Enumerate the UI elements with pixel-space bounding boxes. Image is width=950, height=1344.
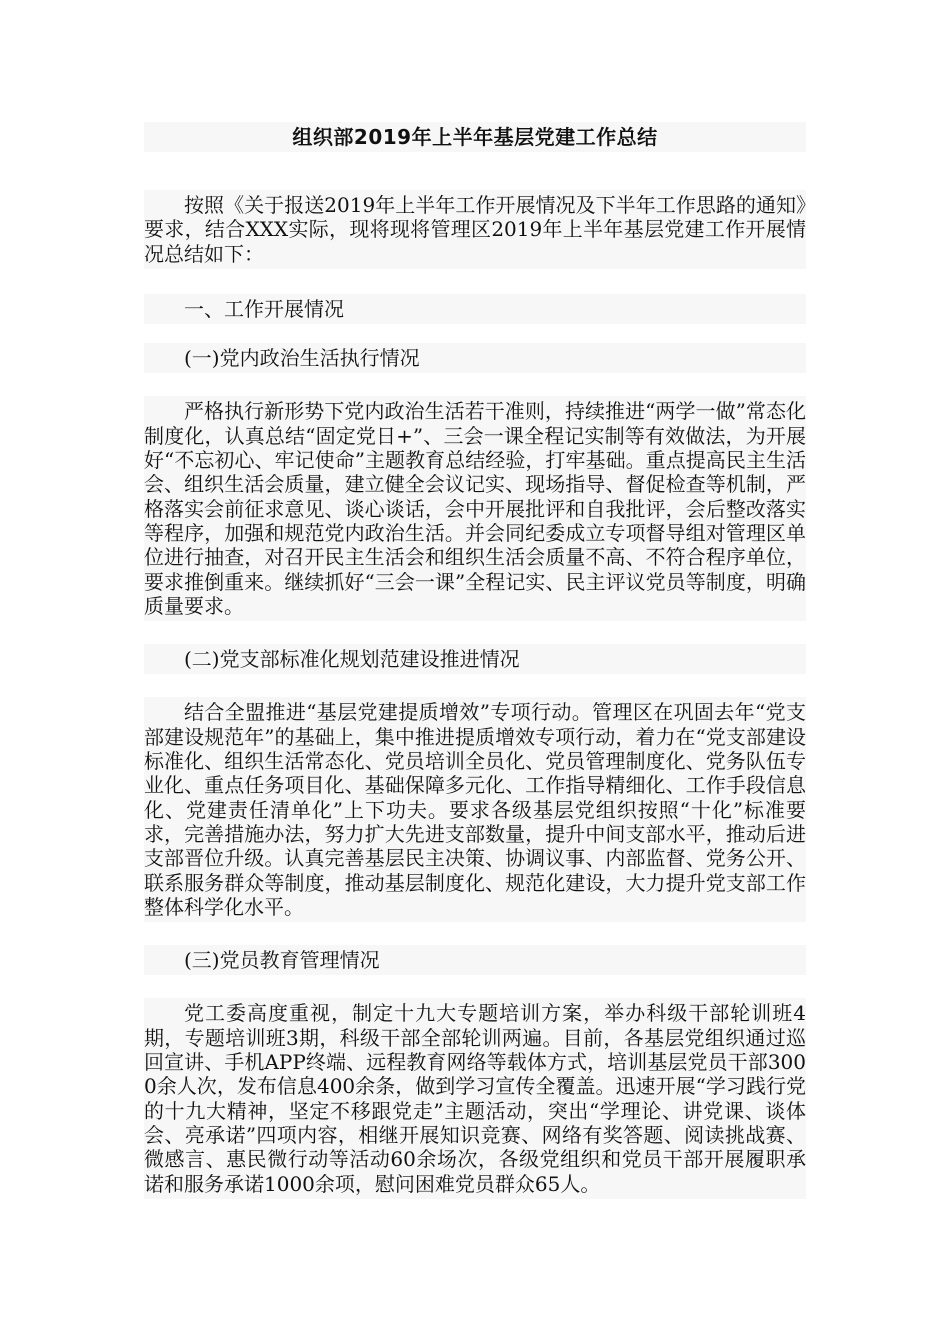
subsection-heading-2: (二)党支部标准化规划范建设推进情况 — [144, 644, 806, 674]
intro-paragraph: 按照《关于报送2019年上半年工作开展情况及下半年工作思路的通知》要求，结合XXX实际，现将现将管理区2019年上半年基层党建工作开展情况总结如下： — [144, 190, 806, 269]
body-paragraph-3: 党工委高度重视，制定十九大专题培训方案，举办科级干部轮训班4期，专题培训班3期，科级干部全部轮训两遍。目前，各基层党组织通过巡回宣讲、手机APP终端、远程教育网络等载体方式，培训基层党员干部3000余人次，发布信息400余条，做到学习宣传全覆盖。迅速开展“学习践行党的十九大精神，坚定不移跟党走”主题活动，突出“学理论、讲党课、谈体会、亮承诺”四项内容，相继开展知识竞赛、网络有奖答题、阅读挑战赛、微感言、惠民微行动等活动60余场次，各级党组织和党员干部开展履职承诺和服务承诺1000余项，慰问困难党员群众65人。 — [144, 998, 806, 1198]
subsection-heading-1: (一)党内政治生活执行情况 — [144, 343, 806, 373]
body-paragraph-1: 严格执行新形势下党内政治生活若干准则，持续推进“两学一做”常态化制度化，认真总结“固定党日+”、三会一课全程记实制等有效做法，为开展好“不忘初心、牢记使命”主题教育总结经验，打牢基础。重点提高民主生活会、组织生活会质量，建立健全会议记实、现场指导、督促检查等机制，严格落实会前征求意见、谈心谈话，会中开展批评和自我批评，会后整改落实等程序，加强和规范党内政治生活。并会同纪委成立专项督导组对管理区单位进行抽查，对召开民主生活会和组织生活会质量不高、不符合程序单位，要求推倒重来。继续抓好“三会一课”全程记实、民主评议党员等制度，明确质量要求。 — [144, 396, 806, 621]
document-page — [144, 122, 806, 1199]
subsection-heading-3: (三)党员教育管理情况 — [144, 945, 806, 975]
section-heading-1: 一、工作开展情况 — [144, 294, 806, 324]
document-title: 组织部2019年上半年基层党建工作总结 — [144, 122, 806, 152]
body-paragraph-2: 结合全盟推进“基层党建提质增效”专项行动。管理区在巩固去年“党支部建设规范年”的基础上，集中推进提质增效专项行动，着力在“党支部建设标准化、组织生活常态化、党员培训全员化、党员管理制度化、党务队伍专业化、重点任务项目化、基础保障多元化、工作指导精细化、工作手段信息化、党建责任清单化”上下功夫。要求各级基层党组织按照“十化”标准要求，完善措施办法，努力扩大先进支部数量，提升中间支部水平，推动后进支部晋位升级。认真完善基层民主决策、协调议事、内部监督、党务公开、联系服务群众等制度，推动基层制度化、规范化建设，大力提升党支部工作整体科学化水平。 — [144, 697, 806, 922]
